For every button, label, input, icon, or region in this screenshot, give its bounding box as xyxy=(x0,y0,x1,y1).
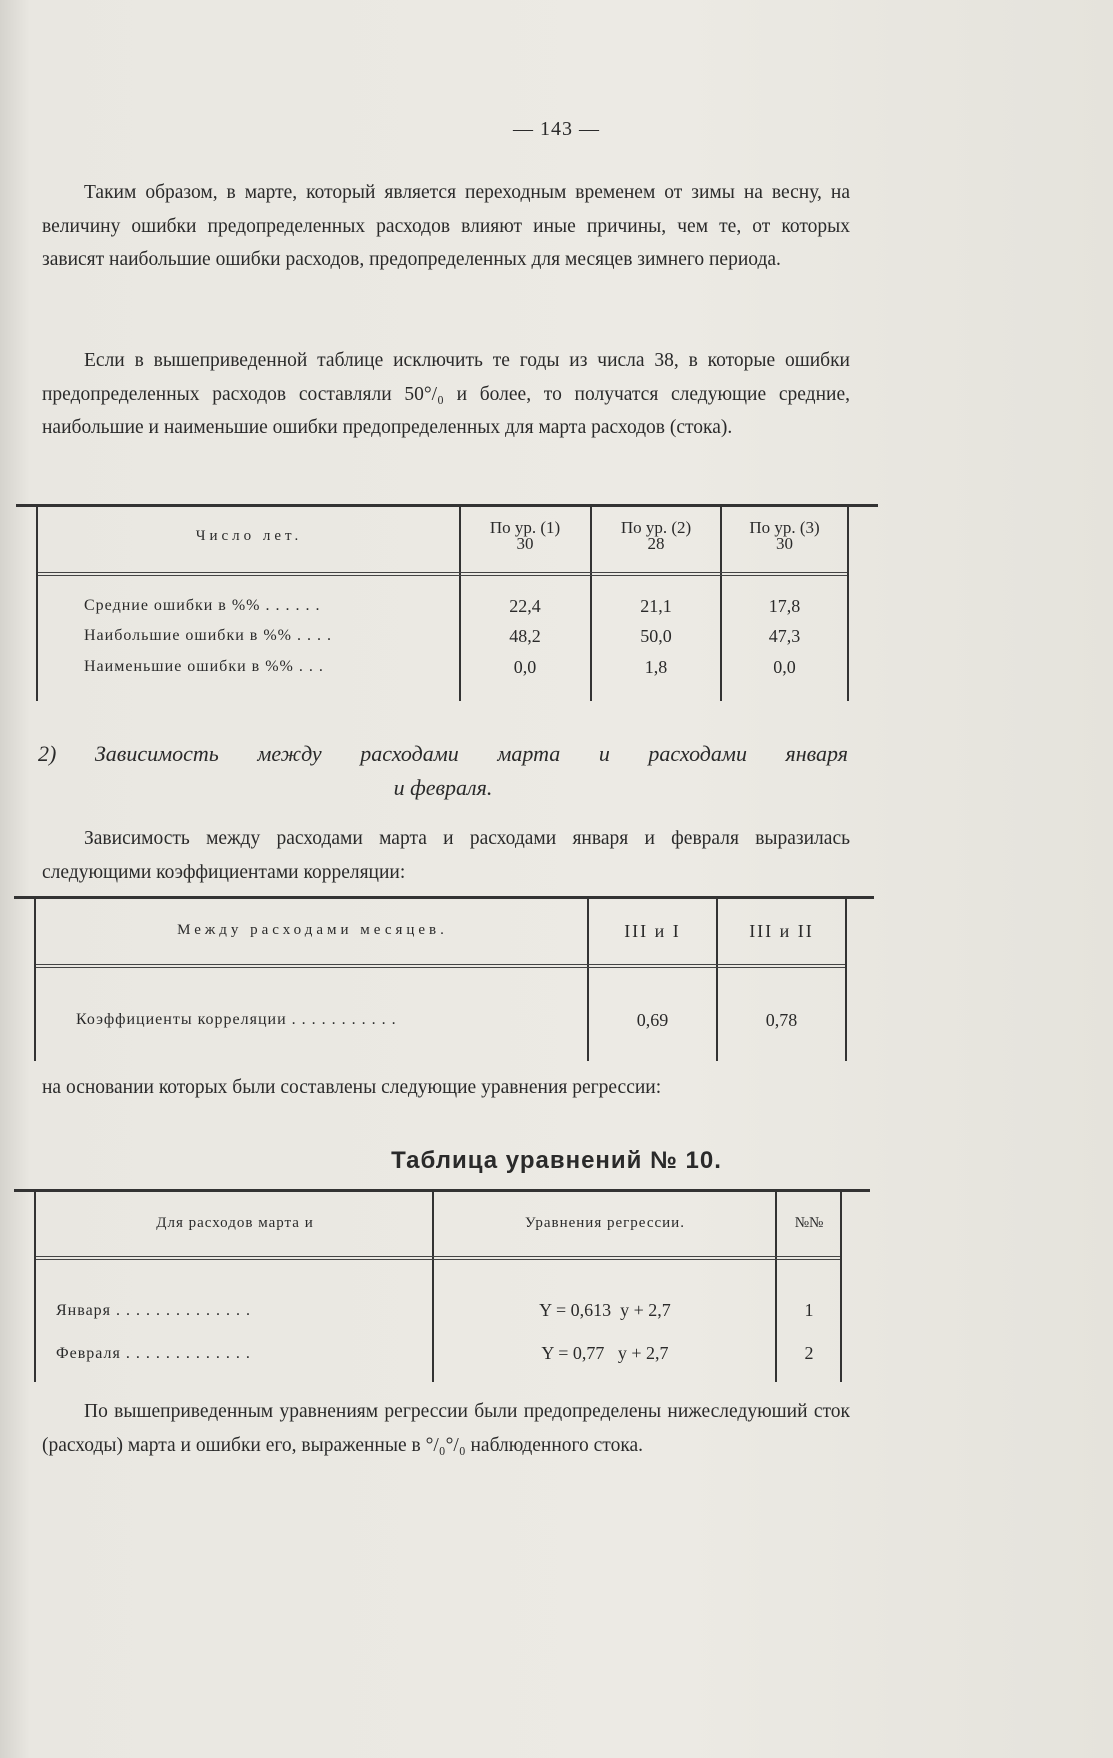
column-label: По ур. (3) xyxy=(749,518,820,537)
table-cell: 21,1 xyxy=(640,596,672,616)
column-header: III и I xyxy=(624,921,681,941)
table-cell: 0,0 xyxy=(773,657,796,677)
column-header xyxy=(723,520,846,552)
column-header xyxy=(462,520,588,552)
table-cell: 22,4 xyxy=(509,596,541,616)
table-cell: 1,8 xyxy=(644,657,668,677)
table-col-divider xyxy=(459,507,461,701)
table-col-divider xyxy=(590,507,592,701)
table-cell: 50,0 xyxy=(640,626,672,646)
paragraph-4: на основании которых были составлены следующие уравнения регрессии: xyxy=(42,1077,662,1098)
equation-cell: Y = 0,77 y + 2,7 xyxy=(541,1343,669,1363)
column-years: 28 xyxy=(647,534,665,553)
equation-number: 1 xyxy=(804,1300,814,1320)
table-cell: 0,69 xyxy=(636,1010,669,1030)
column-header xyxy=(593,520,719,552)
table-col-divider xyxy=(720,507,722,701)
column-years: 30 xyxy=(776,534,793,553)
paragraph-1: Таким образом, в марте, который является переходным временем от зимы на весну, на величину ошибки предопределенных расходов влияют иные причины, чем те, от которых зависят наибольшие ошибки расходов, предопределенных для месяцев зимнего периода. xyxy=(42,182,850,270)
table-cell: 0,0 xyxy=(513,657,537,677)
table-title: Таблица уравнений № 10. xyxy=(391,1147,722,1174)
table-col-divider xyxy=(775,1192,777,1382)
table-col-divider xyxy=(716,899,718,1061)
table-row-label: Наименьшие ошибки в %% . . . xyxy=(84,658,324,675)
table-top-rule xyxy=(14,896,874,899)
table-col-divider xyxy=(432,1192,434,1382)
table-top-rule xyxy=(16,504,878,507)
table-row-label: Наибольшие ошибки в %% . . . . xyxy=(84,627,332,644)
table-border-left xyxy=(34,1192,36,1382)
table-cell: 17,8 xyxy=(768,596,801,616)
column-header: №№ xyxy=(794,1215,824,1231)
table-border-left xyxy=(34,899,36,1061)
paragraph-5: По вышеприведенным уравнениям регрессии были предопределены нижеследуюший сток (расходы) марта и ошибки его, выраженные в °/₀°/₀ наблюденного стока. xyxy=(42,1401,850,1456)
table-row-label: Января . . . . . . . . . . . . . . xyxy=(56,1302,252,1319)
table-cell: 48,2 xyxy=(509,626,541,646)
page-number: — 143 — xyxy=(513,118,600,140)
table-cell: 0,78 xyxy=(765,1010,798,1030)
column-header: Уравнения регрессии. xyxy=(525,1215,685,1231)
table-border-right xyxy=(847,507,849,701)
equation-number: 2 xyxy=(804,1343,814,1363)
paragraph-3: Зависимость между расходами марта и расходами января и февраля выразилась следующими коэффициентами корреляции: xyxy=(42,828,850,883)
table-border-left xyxy=(36,507,38,701)
table-row-label: Февраля . . . . . . . . . . . . . xyxy=(56,1345,251,1362)
table-col-divider xyxy=(587,899,589,1061)
column-years: 30 xyxy=(516,534,534,553)
table-row-label: Средние ошибки в %% . . . . . . xyxy=(84,597,321,614)
section-heading: 2) Зависимость между расходами марта и расходами января xyxy=(38,741,848,766)
table-header-rule xyxy=(36,1256,840,1260)
table-header-label: Между расходами месяцев. xyxy=(177,922,448,938)
table-header-rule xyxy=(38,572,847,576)
column-label: По ур. (1) xyxy=(489,518,561,537)
column-header: Для расходов марта и xyxy=(156,1215,314,1231)
paragraph-2: Если в вышеприведенной таблице исключить те годы из числа 38, в которые ошибки предопределенных расходов составляли 50°/₀ и более, то получатся следующие средние, наибольшие и наименьшие ошибки предопределенных для марта расходов (стока). xyxy=(42,350,850,438)
table-top-rule xyxy=(14,1189,870,1192)
table-border-right xyxy=(845,899,847,1061)
table-cell: 47,3 xyxy=(768,626,801,646)
equation-cell: Y = 0,613 y + 2,7 xyxy=(539,1300,671,1320)
column-header: III и II xyxy=(749,921,814,941)
table-row-label: Коэффициенты корреляции . . . . . . . . . . . xyxy=(76,1011,397,1028)
table-border-right xyxy=(840,1192,842,1382)
table-header-rule xyxy=(36,964,845,968)
section-heading-continued: и февраля. xyxy=(393,775,493,800)
table-header-label: Число лет. xyxy=(195,528,303,544)
column-label: По ур. (2) xyxy=(620,518,692,537)
